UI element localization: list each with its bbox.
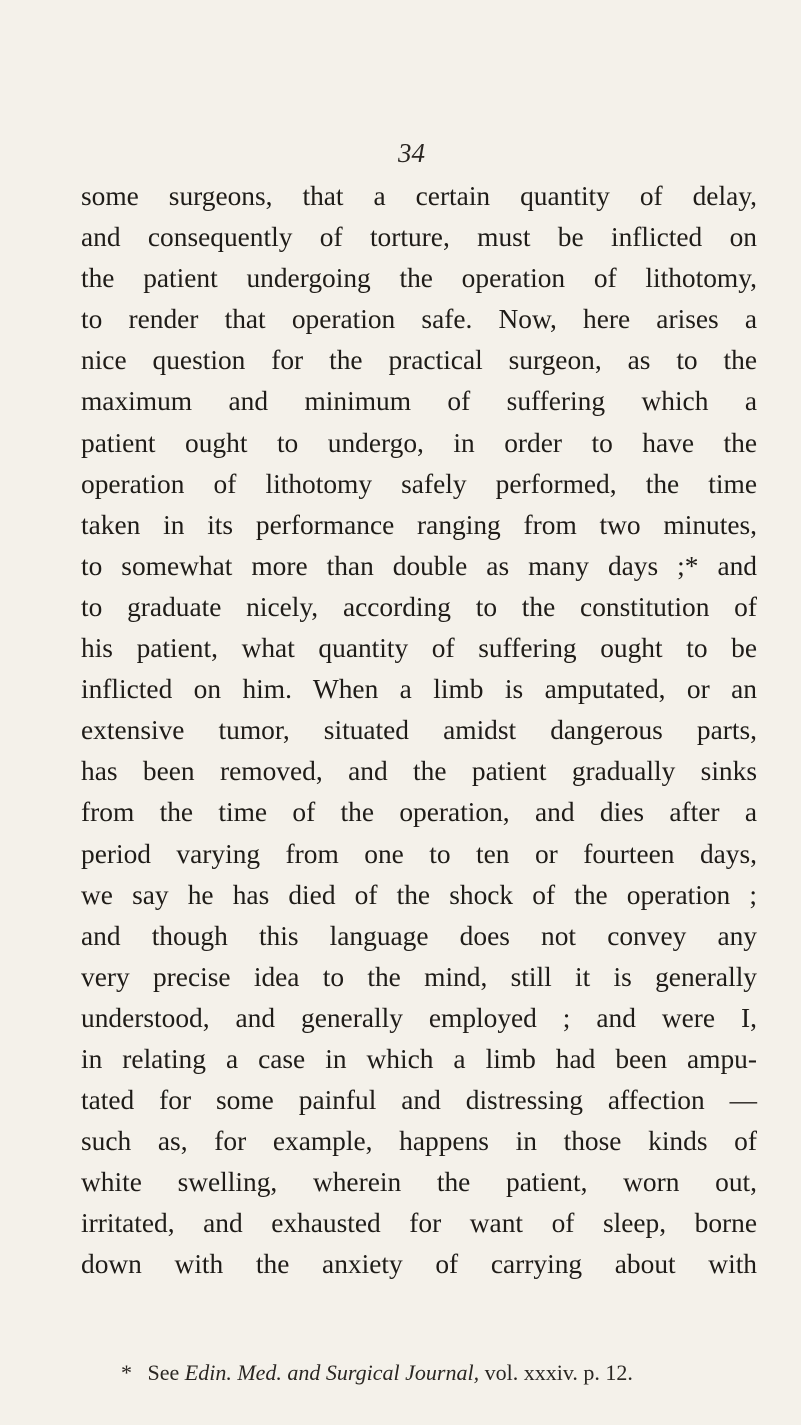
footnote-suffix: vol. xxxiv. p. 12. [484, 1360, 633, 1385]
footnote-prefix: See [147, 1360, 180, 1385]
text-line: nice question for the practical surgeon, as to the [81, 345, 757, 376]
footnote-journal: Edin. Med. and Surgical Journal, [184, 1360, 480, 1385]
text-line: period varying from one to ten or fourteen days, [81, 838, 757, 869]
text-line: in relating a case in which a limb had been ampu- [81, 1043, 757, 1074]
text-line: down with the anxiety of carrying about with [81, 1249, 757, 1280]
text-line: inflicted on him. When a limb is amputated, or an [81, 674, 757, 705]
text-line: patient ought to undergo, in order to have the [81, 427, 757, 458]
text-line: and consequently of torture, must be inflicted on [81, 222, 757, 253]
text-line: taken in its performance ranging from two minutes, [81, 509, 757, 540]
text-line: maximum and minimum of suffering which a [81, 386, 757, 417]
text-line: white swelling, wherein the patient, worn out, [81, 1167, 757, 1198]
text-line: to somewhat more than double as many days ;* and [81, 550, 757, 581]
text-line: and though this language does not convey any [81, 920, 757, 951]
text-line: such as, for example, happens in those kinds of [81, 1126, 757, 1157]
text-line: his patient, what quantity of suffering ought to be [81, 633, 757, 664]
text-line: tated for some painful and distressing affection — [81, 1085, 757, 1116]
body-text [81, 176, 757, 1286]
text-line: has been removed, and the patient gradually sinks [81, 756, 757, 787]
text-line: to render that operation safe. Now, here arises a [81, 304, 757, 335]
text-line: extensive tumor, situated amidst dangerous parts, [81, 715, 757, 746]
text-line: from the time of the operation, and dies after a [81, 797, 757, 828]
text-line: some surgeons, that a certain quantity of delay, [81, 181, 757, 211]
text-line: operation of lithotomy safely performed, the time [81, 468, 757, 499]
text-line: very precise idea to the mind, still it is generally [81, 961, 757, 992]
footnote-mark: * [121, 1360, 132, 1385]
text-line: to graduate nicely, according to the constitution of [81, 591, 757, 622]
text-line: irritated, and exhausted for want of sleep, borne [81, 1208, 757, 1239]
text-line: the patient undergoing the operation of lithotomy, [81, 263, 757, 294]
page-number: 34 [398, 138, 425, 168]
text-line: we say he has died of the shock of the operation ; [81, 879, 757, 910]
text-line: understood, and generally employed ; and were I, [81, 1002, 757, 1033]
footnote [121, 1358, 751, 1388]
